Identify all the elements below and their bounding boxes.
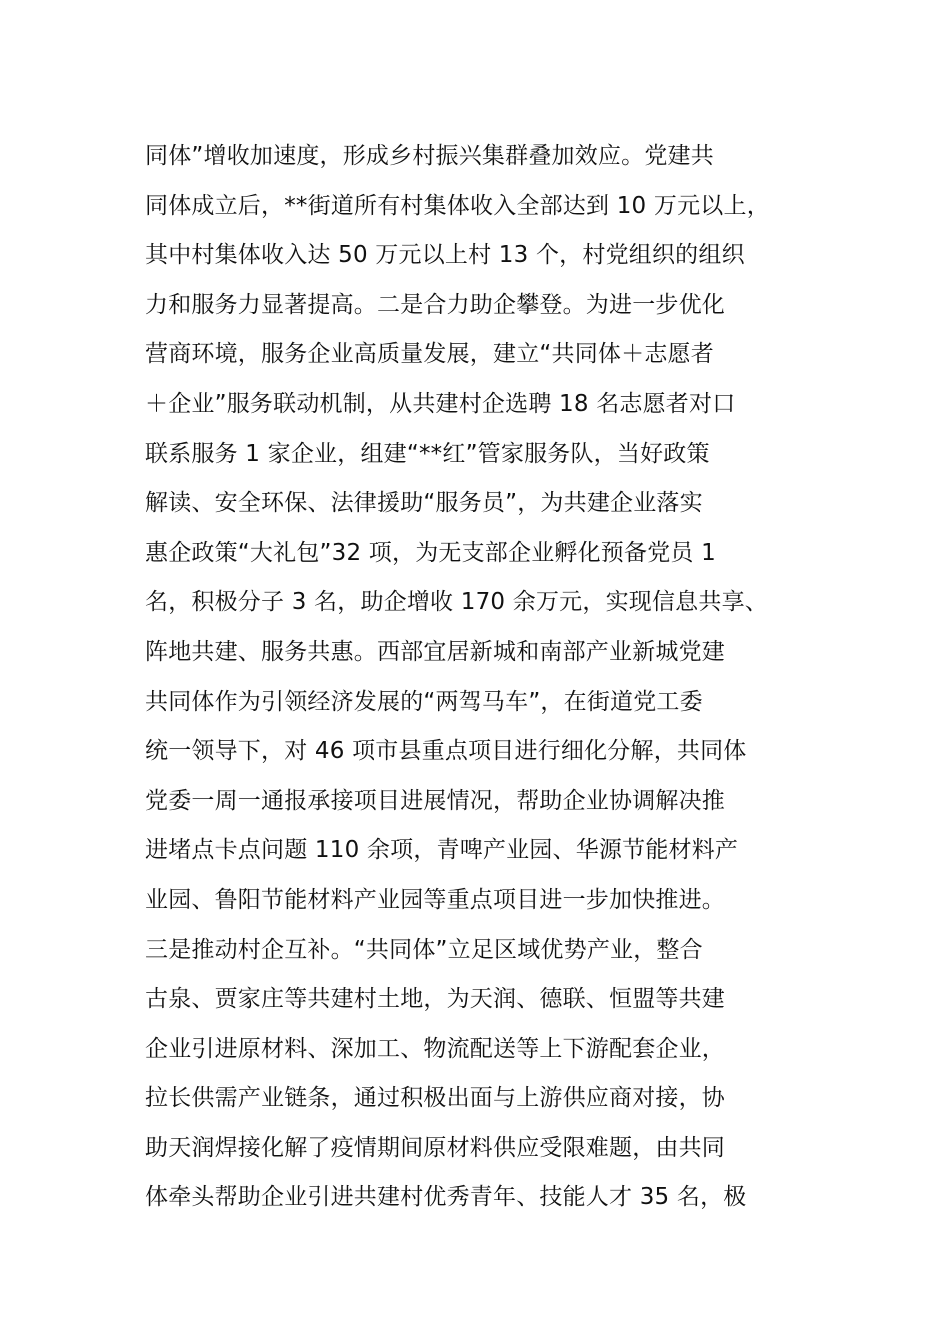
text-line: 共同体作为引领经济发展的“两驾马车”，在街道党工委: [145, 688, 703, 715]
text-line: 同体”增收加速度，形成乡村振兴集群叠加效应。党建共: [145, 143, 714, 169]
text-line: 解读、安全环保、法律援助“服务员”，为共建企业落实: [145, 490, 703, 517]
text-line: 企业引进原材料、深加工、物流配送等上下游配套企业，: [145, 1035, 725, 1062]
text-line: 三是推动村企互补。“共同体”立足区域优势产业，整合: [145, 936, 703, 963]
text-line: 助天润焊接化解了疫情期间原材料供应受限难题，由共同: [145, 1134, 725, 1161]
text-line: 其中村集体收入达 50 万元以上村 13 个，村党组织的组织: [145, 242, 745, 269]
text-line: 阵地共建、服务共惠。西部宜居新城和南部产业新城党建: [145, 638, 725, 665]
text-line: 体牵头帮助企业引进共建村优秀青年、技能人才 35 名，极: [145, 1184, 747, 1211]
text-line: 统一领导下，对 46 项市县重点项目进行细化分解，共同体: [145, 738, 747, 765]
text-line: 同体成立后，**街道所有村集体收入全部达到 10 万元以上，: [145, 192, 770, 219]
text-line: 进堵点卡点问题 110 余项，青啤产业园、华源节能材料产: [145, 837, 739, 864]
text-line: 党委一周一通报承接项目进展情况，帮助企业协调解决推: [145, 787, 725, 814]
text-line: 业园、鲁阳节能材料产业园等重点项目进一步加快推进。: [145, 886, 725, 913]
text-line: 力和服务力显著提高。二是合力助企攀登。为进一步优化: [145, 291, 725, 318]
text-line: 营商环境，服务企业高质量发展，建立“共同体＋志愿者: [145, 341, 714, 368]
text-line: 拉长供需产业链条，通过积极出面与上游供应商对接，协: [145, 1085, 725, 1112]
text-line: 惠企政策“大礼包”32 项，为无支部企业孵化预备党员 1: [145, 539, 716, 566]
text-line: 古泉、贾家庄等共建村土地，为天润、德联、恒盟等共建: [145, 986, 725, 1013]
text-line: ＋企业”服务联动机制，从共建村企选聘 18 名志愿者对口: [145, 390, 736, 417]
text-line: 名，积极分子 3 名，助企增收 170 余万元，实现信息共享、: [145, 589, 768, 616]
text-line: 联系服务 1 家企业，组建“**红”管家服务队，当好政策: [145, 440, 710, 467]
body-paragraph: [145, 132, 825, 1223]
